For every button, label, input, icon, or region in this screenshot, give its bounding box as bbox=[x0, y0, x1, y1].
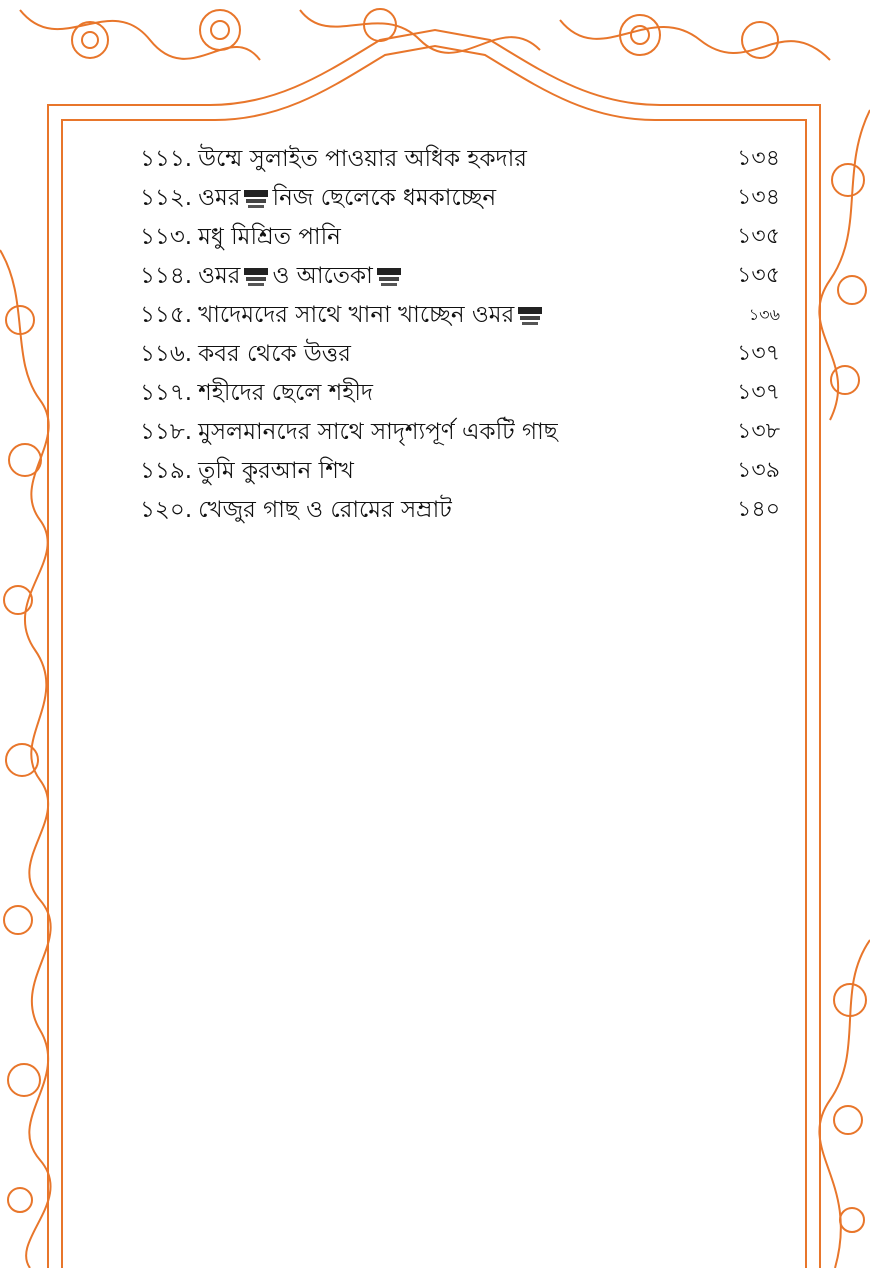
toc-entry-title-text: মুসলমানদের সাথে সাদৃশ্যপূর্ণ একটি গাছ bbox=[198, 419, 558, 445]
toc-entry[interactable] bbox=[140, 374, 780, 413]
toc-entry-page-number: ১৪০ bbox=[737, 497, 780, 522]
toc-entry-page-number: ১৩৫ bbox=[737, 224, 780, 249]
honorific-ligature-icon bbox=[240, 185, 272, 211]
toc-entry-title bbox=[198, 179, 496, 218]
honorific-ligature-icon bbox=[240, 263, 272, 289]
honorific-ligature-icon bbox=[514, 302, 546, 328]
toc-entry[interactable] bbox=[140, 218, 780, 257]
toc-entry-page-number: ১৩৬ bbox=[748, 305, 780, 324]
toc-entry-page-number: ১৩৯ bbox=[737, 458, 780, 483]
toc-entry-page-number: ১৩৪ bbox=[737, 146, 780, 171]
toc-entry[interactable] bbox=[140, 491, 780, 530]
toc-entry-title-text: উম্মে সুলাইত পাওয়ার অধিক হকদার bbox=[198, 146, 527, 172]
toc-entry-title-text: ওমর bbox=[198, 263, 241, 289]
toc-entry-title bbox=[198, 257, 405, 296]
toc-entry[interactable] bbox=[140, 140, 780, 179]
toc-entry[interactable] bbox=[140, 179, 780, 218]
honorific-ligature-icon bbox=[373, 263, 405, 289]
toc-entry-title bbox=[198, 296, 546, 335]
toc-entry-number: ১১৭. bbox=[140, 380, 193, 406]
toc-entry-title bbox=[198, 335, 351, 374]
toc-entry-number: ১১৯. bbox=[140, 458, 193, 484]
toc-entry-title-text: খেজুর গাছ ও রোমের সম্রাট bbox=[198, 497, 452, 523]
toc-entry-title-text: শহীদের ছেলে শহীদ bbox=[198, 380, 373, 406]
toc-entry[interactable] bbox=[140, 413, 780, 452]
toc-entry-number: ১১১. bbox=[140, 146, 193, 172]
toc-entry-title bbox=[198, 413, 558, 452]
toc-entry-page-number: ১৩৭ bbox=[737, 380, 780, 405]
toc-entry[interactable] bbox=[140, 335, 780, 374]
table-of-contents bbox=[140, 140, 780, 530]
toc-entry-title-text: কবর থেকে উত্তর bbox=[198, 341, 351, 367]
toc-entry-title-text: ও আতেকা bbox=[272, 263, 373, 289]
toc-entry-title-text: নিজ ছেলেকে ধমকাচ্ছেন bbox=[272, 185, 497, 211]
toc-entry[interactable] bbox=[140, 296, 780, 335]
toc-entry[interactable] bbox=[140, 257, 780, 296]
toc-entry[interactable] bbox=[140, 452, 780, 491]
toc-entry-page-number: ১৩৫ bbox=[737, 263, 780, 288]
toc-entry-number: ১১৩. bbox=[140, 224, 193, 250]
toc-entry-number: ১১৪. bbox=[140, 263, 193, 289]
toc-entry-title-text: খাদেমদের সাথে খানা খাচ্ছেন ওমর bbox=[198, 302, 515, 328]
toc-entry-number: ১১৫. bbox=[140, 302, 193, 328]
toc-entry-title bbox=[198, 140, 527, 179]
toc-entry-title bbox=[198, 491, 452, 530]
toc-entry-title bbox=[198, 452, 354, 491]
toc-entry-number: ১২০. bbox=[140, 497, 193, 523]
toc-entry-title-text: তুমি কুরআন শিখ bbox=[198, 458, 354, 484]
toc-entry-number: ১১৬. bbox=[140, 341, 193, 367]
toc-entry-page-number: ১৩৮ bbox=[737, 419, 780, 444]
toc-entry-title bbox=[198, 218, 341, 257]
toc-entry-number: ১১৮. bbox=[140, 419, 193, 445]
toc-entry-page-number: ১৩৪ bbox=[737, 185, 780, 210]
toc-entry-title-text: মধু মিশ্রিত পানি bbox=[198, 224, 341, 250]
toc-entry-title bbox=[198, 374, 373, 413]
toc-entry-number: ১১২. bbox=[140, 185, 193, 211]
toc-entry-title-text: ওমর bbox=[198, 185, 241, 211]
toc-entry-page-number: ১৩৭ bbox=[737, 341, 780, 366]
